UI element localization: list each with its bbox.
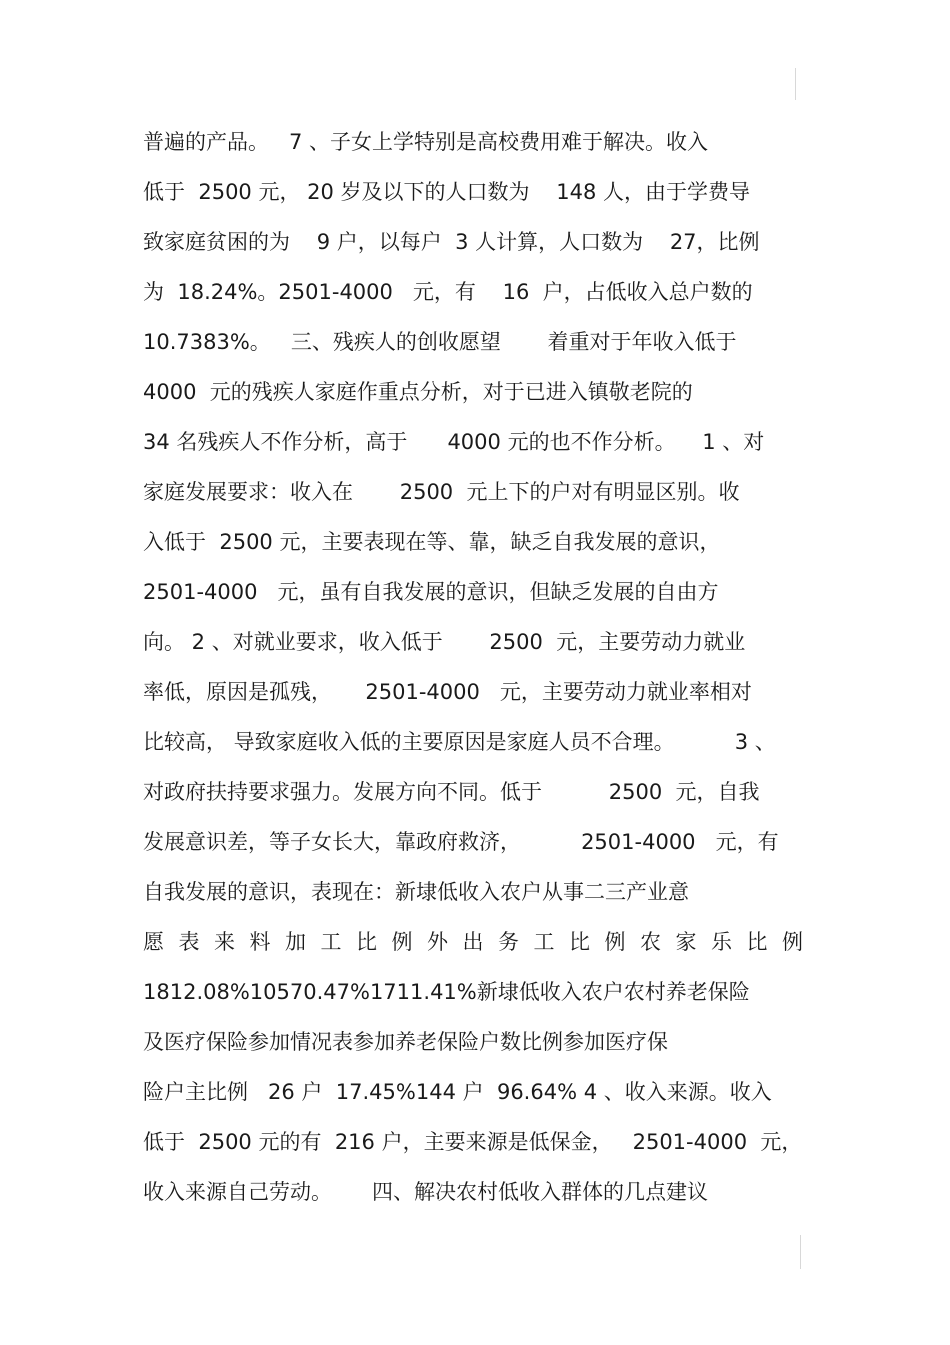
text-line: 为 18.24%。2501-4000 元，有 16 户，占低收入总户数的 <box>143 280 753 304</box>
text-line-spaced <box>143 920 803 970</box>
spaced-char: 加 <box>285 930 306 954</box>
spaced-char: 比 <box>569 930 590 954</box>
text-line: 10.7383%。 三、残疾人的创收愿望 着重对于年收入低于 <box>143 330 737 354</box>
spaced-char: 比 <box>356 930 377 954</box>
text-line: 对政府扶持要求强力。发展方向不同。低于 2500 元，自我 <box>143 780 760 804</box>
page-margin-mark <box>800 1235 801 1269</box>
text-line: 2501-4000 元，虽有自我发展的意识，但缺乏发展的自由方 <box>143 580 719 604</box>
text-line: 低于 2500 元， 20 岁及以下的人口数为 148 人，由于学费导 <box>143 180 750 204</box>
text-line: 率低，原因是孤残， 2501-4000 元，主要劳动力就业率相对 <box>143 680 752 704</box>
spaced-char: 比 <box>746 930 768 954</box>
body-text <box>143 120 813 1220</box>
spaced-char: 愿 <box>143 930 164 954</box>
text-line: 比较高， 导致家庭收入低的主要原因是家庭人员不合理。 3 、 <box>143 730 776 754</box>
spaced-char: 例 <box>604 930 626 954</box>
text-line: 低于 2500 元的有 216 户，主要来源是低保金， 2501-4000 元， <box>143 1130 803 1154</box>
spaced-char: 农 <box>640 930 661 954</box>
spaced-char: 工 <box>533 930 555 954</box>
text-line: 家庭发展要求：收入在 2500 元上下的户对有明显区别。收 <box>143 480 740 504</box>
text-line: 致家庭贫困的为 9 户，以每户 3 人计算，人口数为 27，比例 <box>143 230 760 254</box>
spaced-char: 务 <box>498 930 519 954</box>
spaced-char: 表 <box>178 930 200 954</box>
text-line: 发展意识差，等子女长大，靠政府救济， 2501-4000 元，有 <box>143 830 779 854</box>
text-line: 收入来源自己劳动。 四、解决农村低收入群体的几点建议 <box>143 1180 709 1204</box>
text-line: 1812.08%10570.47%1711.41%新埭低收入农户农村养老保险 <box>143 980 750 1004</box>
spaced-char: 例 <box>782 930 803 954</box>
spaced-char: 出 <box>462 930 484 954</box>
spaced-char: 例 <box>391 930 413 954</box>
spaced-char: 来 <box>214 930 235 954</box>
page-margin-mark <box>795 68 796 100</box>
spaced-char: 乐 <box>711 930 732 954</box>
text-line: 向。 2 、对就业要求，收入低于 2500 元，主要劳动力就业 <box>143 630 746 654</box>
text-line: 4000 元的残疾人家庭作重点分析，对于已进入镇敬老院的 <box>143 380 693 404</box>
text-line: 入低于 2500 元，主要表现在等、靠，缺乏自我发展的意识， <box>143 530 721 554</box>
text-line: 及医疗保险参加情况表参加养老保险户数比例参加医疗保 <box>143 1030 668 1054</box>
spaced-char: 外 <box>427 930 448 954</box>
spaced-char: 工 <box>320 930 342 954</box>
text-line: 自我发展的意识，表现在：新埭低收入农户从事二三产业意 <box>143 880 689 904</box>
text-line: 34 名残疾人不作分析，高于 4000 元的也不作分析。 1 、对 <box>143 430 765 454</box>
spaced-char: 家 <box>675 930 697 954</box>
text-line: 普遍的产品。 7 、子女上学特别是高校费用难于解决。收入 <box>143 130 709 154</box>
text-line: 险户主比例 26 户 17.45%144 户 96.64% 4 、收入来源。收入 <box>143 1080 772 1104</box>
spaced-char: 料 <box>249 930 271 954</box>
